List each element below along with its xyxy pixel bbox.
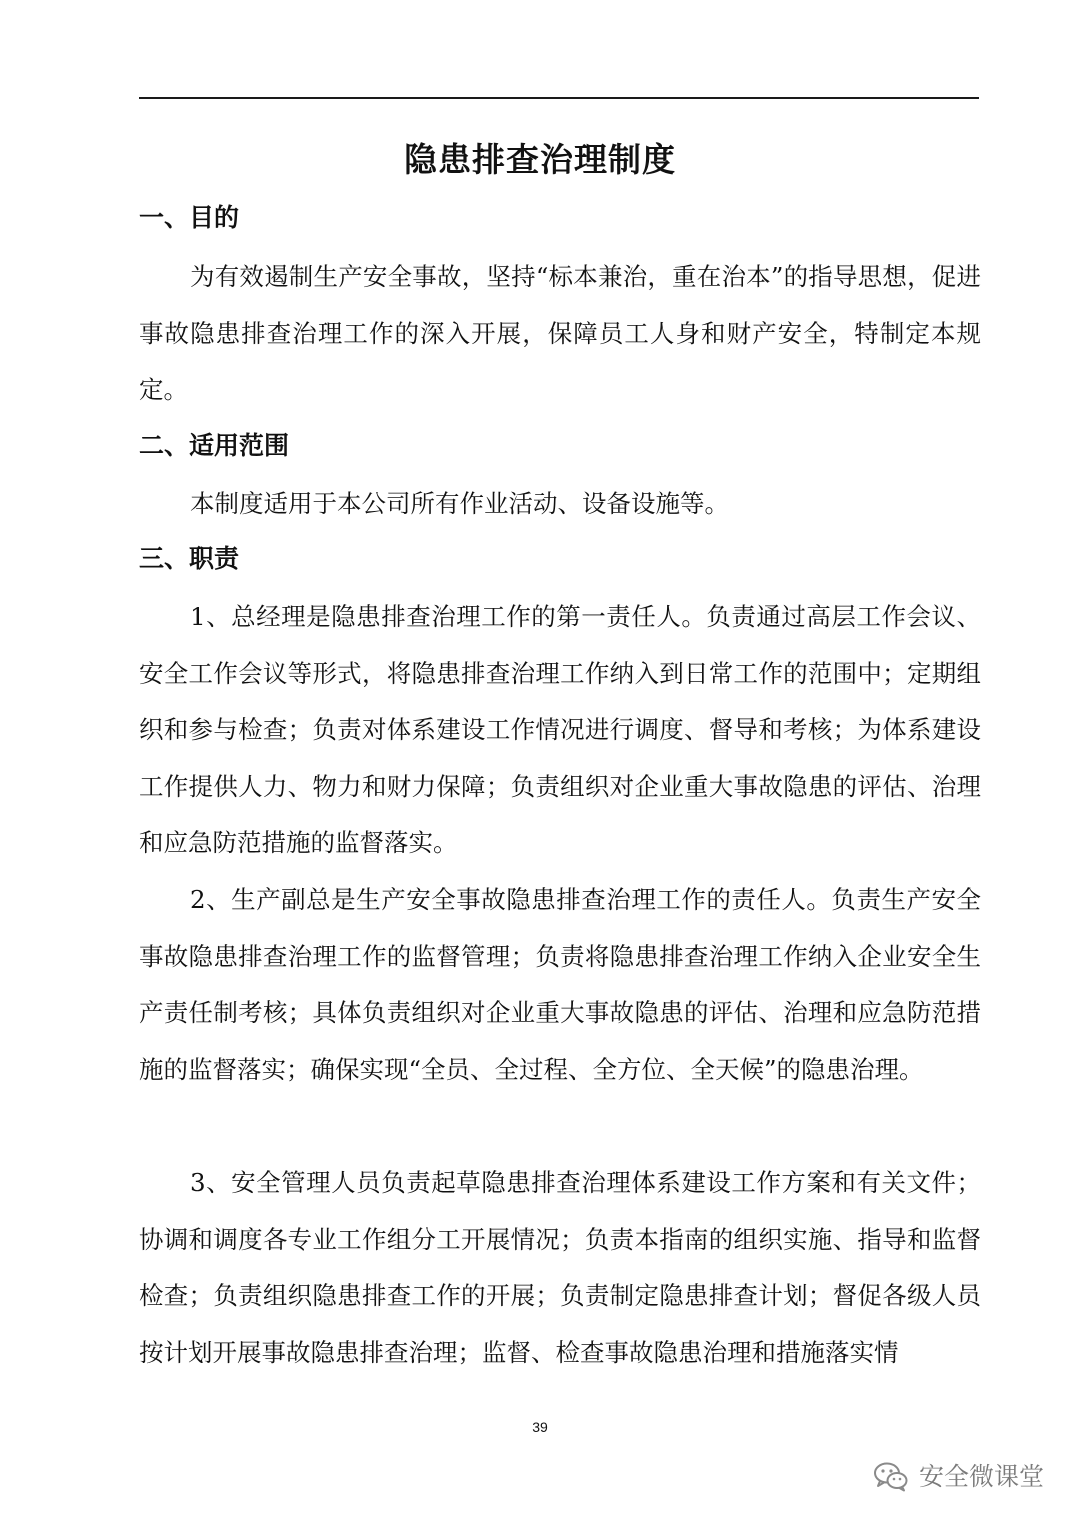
page-number: 39: [532, 1419, 548, 1435]
paragraph-scope: 本制度适用于本公司所有作业活动、设备设施等。: [190, 489, 729, 518]
paragraph-purpose: 为有效遏制生产安全事故，坚持“标本兼治，重在治本”的指导思想，促进事故隐患排查治理工作的深入开展，保障员工人身和财产安全，特制定本规定。: [139, 262, 981, 405]
paragraph-responsibility-3: 3、安全管理人员负责起草隐患排查治理体系建设工作方案和有关文件；协调和调度各专业工作组分工开展情况；负责本指南的组织实施、指导和监督检查；负责组织隐患排查工作的开展；负责制定隐患排查计划；督促各级人员按计划开展事故隐患排查治理；监督、检查事故隐患治理和措施落实情: [139, 1168, 981, 1367]
paragraph-responsibility-2: 2、生产副总是生产安全事故隐患排查治理工作的责任人。负责生产安全事故隐患排查治理工作的监督管理；负责将隐患排查治理工作纳入企业安全生产责任制考核；具体负责组织对企业重大事故隐患的评估、治理和应急防范措施的监督落实；确保实现“全员、全过程、全方位、全天候”的隐患治理。: [139, 885, 981, 1084]
wechat-icon: [873, 1461, 909, 1493]
document-title: 隐患排查治理制度: [404, 140, 676, 179]
paragraph-responsibility-1: 1、总经理是隐患排查治理工作的第一责任人。负责通过高层工作会议、安全工作会议等形式，将隐患排查治理工作纳入到日常工作的范围中；定期组织和参与检查；负责对体系建设工作情况进行调度、督导和考核；为体系建设工作提供人力、物力和财力保障；负责组织对企业重大事故隐患的评估、治理和应急防范措施的监督落实。: [139, 602, 981, 858]
section-heading-purpose: 一、目的: [139, 203, 240, 232]
header-rule: [139, 97, 979, 99]
wechat-watermark: [873, 1455, 1044, 1499]
watermark-text: 安全微课堂: [918, 1462, 1044, 1491]
section-heading-responsibilities: 三、职责: [139, 544, 240, 573]
section-heading-scope: 二、适用范围: [139, 431, 290, 460]
